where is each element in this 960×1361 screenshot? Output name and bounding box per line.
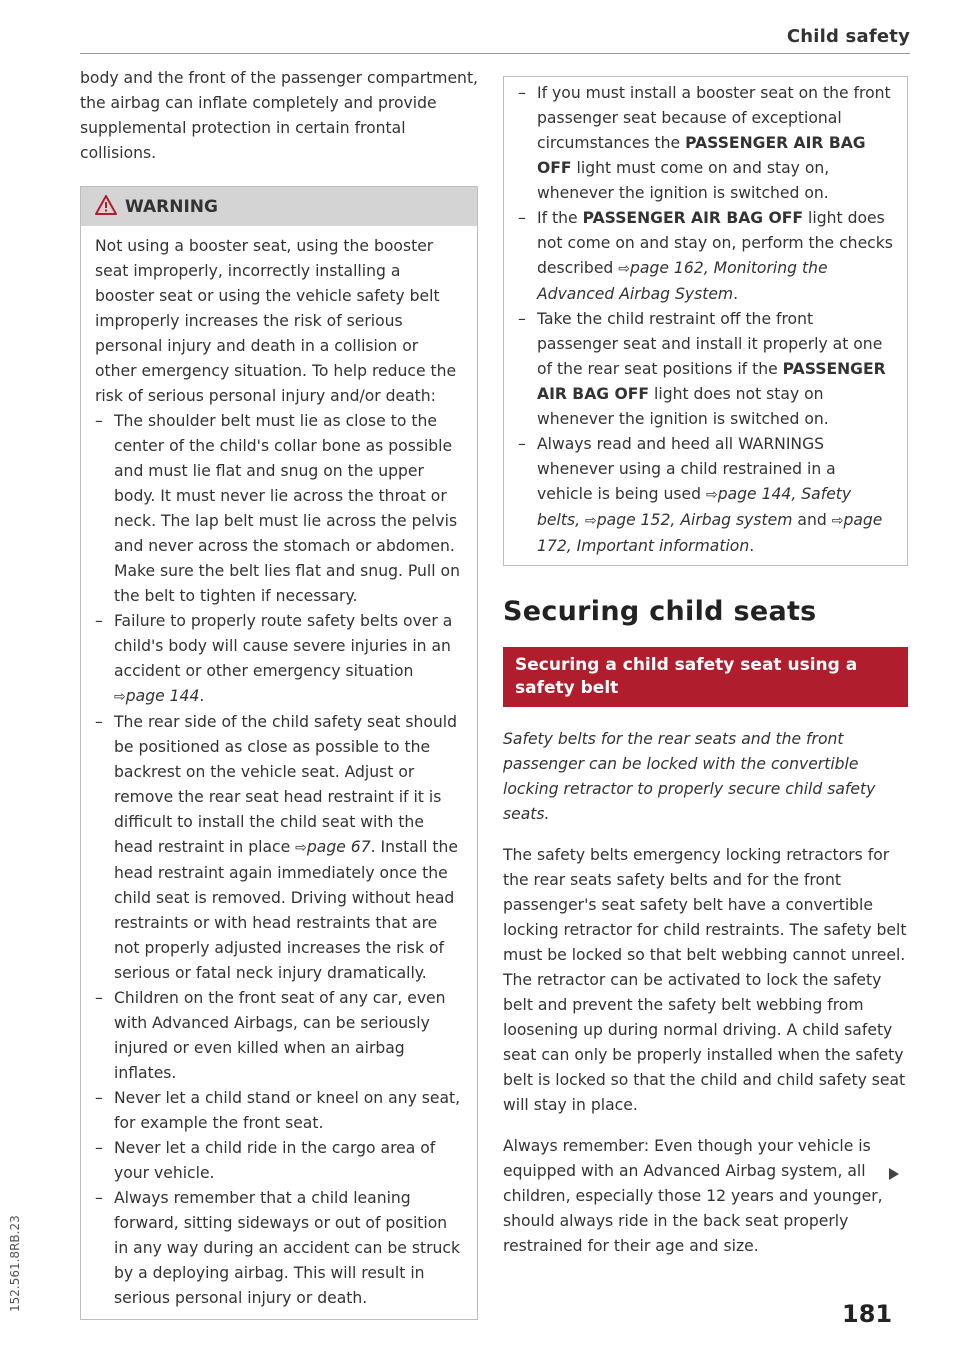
list-item: – Children on the front seat of any car, even with Advanced Airbags, can be seriously injured or even killed when an airbag inflates.: [95, 986, 463, 1086]
list-item: – Failure to properly route safety belts over a child's body will cause severe injuries in an accident or other emergency situation ⇨page 144.: [95, 609, 463, 710]
warning-text: Not using a booster seat, using the booster seat improperly, incorrectly installing a booster seat or using the vehicle safety belt improperly increases the risk of serious personal injury and death in a collision or other emergency situation. To help reduce the risk of serious personal injury and/or death:: [95, 237, 457, 405]
warning-header: [81, 187, 477, 226]
list-item: – Always read and heed all WARNINGS whenever using a child restrained in a vehicle is being used ⇨page 144, Safety belts, ⇨page 152, Airbag system and ⇨page 172, Important information.: [518, 432, 893, 559]
list-item: – If the PASSENGER AIR BAG OFF light does not come on and stay on, perform the checks described ⇨page 162, Monitoring the Advanced Airbag System.: [518, 206, 893, 307]
warning-body: [81, 226, 477, 1319]
list-item: – The shoulder belt must lie as close to the center of the child's collar bone as possible and must lie flat and snug on the upper body. It must never lie across the throat or neck. The lap belt must lie across the pelvis and never across the stomach or abdomen. Make sure the belt lies flat and snug. Pull on the belt to tighten if necessary.: [95, 409, 463, 609]
right-column: [503, 76, 908, 1275]
list-item: – The rear side of the child safety seat should be positioned as close as possible to the backrest on the vehicle seat. Adjust or remove the rear seat head restraint if it is difficult to install the child seat with the head restraint in place ⇨page 67. Install the head restraint again immediately once the child seat is removed. Driving without head restraints or with head restraints that are not properly adjusted increases the risk of serious or fatal neck injury dramatically.: [95, 710, 463, 986]
warning-box-continued: [503, 76, 908, 566]
reference-arrow-icon: ⇨: [618, 261, 631, 277]
warning-triangle-icon: [95, 195, 117, 219]
warning-label: WARNING: [125, 196, 218, 217]
page-reference-link[interactable]: page 67: [306, 838, 371, 856]
document-code: 152.561.8RB.23: [8, 1215, 22, 1312]
page-reference-link[interactable]: page 172, Important information: [537, 511, 883, 555]
page-header-title: Child safety: [786, 26, 910, 47]
page-reference-link[interactable]: page 144: [125, 687, 200, 705]
warning-list: [95, 409, 463, 1311]
list-item: – If you must install a booster seat on the front passenger seat because of exceptional circumstances the PASSENGER AIR BAG OFF light must come on and stay on, whenever the ignition is switched on.: [518, 81, 893, 206]
page-reference-link[interactable]: page 162, Monitoring the Advanced Airbag System: [537, 259, 828, 303]
reference-arrow-icon: ⇨: [831, 513, 844, 529]
lead-paragraph: Safety belts for the rear seats and the front passenger can be locked with the convertible locking retractor to properly secure child safety seats.: [503, 730, 876, 823]
list-item: – Never let a child ride in the cargo area of your vehicle.: [95, 1136, 463, 1186]
warning-box: [80, 186, 478, 1320]
continue-arrow-icon: [889, 1168, 899, 1180]
intro-paragraph: body and the front of the passenger compartment, the airbag can inflate completely and provide supplemental protection in certain frontal collisions.: [80, 69, 479, 162]
page-reference-link[interactable]: page 152, Airbag system: [596, 511, 793, 529]
reference-arrow-icon: ⇨: [585, 513, 597, 529]
subsection-title: Securing a child safety seat using a safety belt: [503, 647, 908, 707]
body-paragraph: Always remember: Even though your vehicle is equipped with an Advanced Airbag system, all children, especially those 12 years and younger, should always ride in the back seat properly restrained for their age and size.: [503, 1137, 883, 1255]
section-title: Securing child seats: [503, 596, 817, 627]
page-number: 181: [842, 1300, 893, 1328]
reference-arrow-icon: ⇨: [705, 487, 718, 503]
reference-arrow-icon: ⇨: [295, 840, 307, 856]
left-column: [80, 66, 478, 1320]
header-divider: [80, 53, 910, 54]
warning-list-continued: [518, 81, 893, 559]
body-paragraph: The safety belts emergency locking retractors for the rear seats safety belts and for the front passenger's seat safety belt have a convertible locking retractor for child restraints. The safety belt must be locked so that belt webbing cannot unreel. The retractor can be activated to lock the safety belt and prevent the safety belt webbing from loosening up during normal driving. A child safety seat can only be properly installed when the safety belt is locked so that the child and child safety seat will stay in place.: [503, 846, 907, 1114]
page-reference-link[interactable]: page 144, Safety belts,: [537, 485, 852, 529]
list-item: – Take the child restraint off the front passenger seat and install it properly at one of the rear seat positions if the PASSENGER AIR BAG OFF light does not stay on whenever the ignition is switched on.: [518, 307, 893, 432]
list-item: – Always remember that a child leaning forward, sitting sideways or out of position in any way during an accident can be struck by a deploying airbag. This will result in serious personal injury or death.: [95, 1186, 463, 1311]
list-item: – Never let a child stand or kneel on any seat, for example the front seat.: [95, 1086, 463, 1136]
reference-arrow-icon: ⇨: [114, 689, 126, 705]
